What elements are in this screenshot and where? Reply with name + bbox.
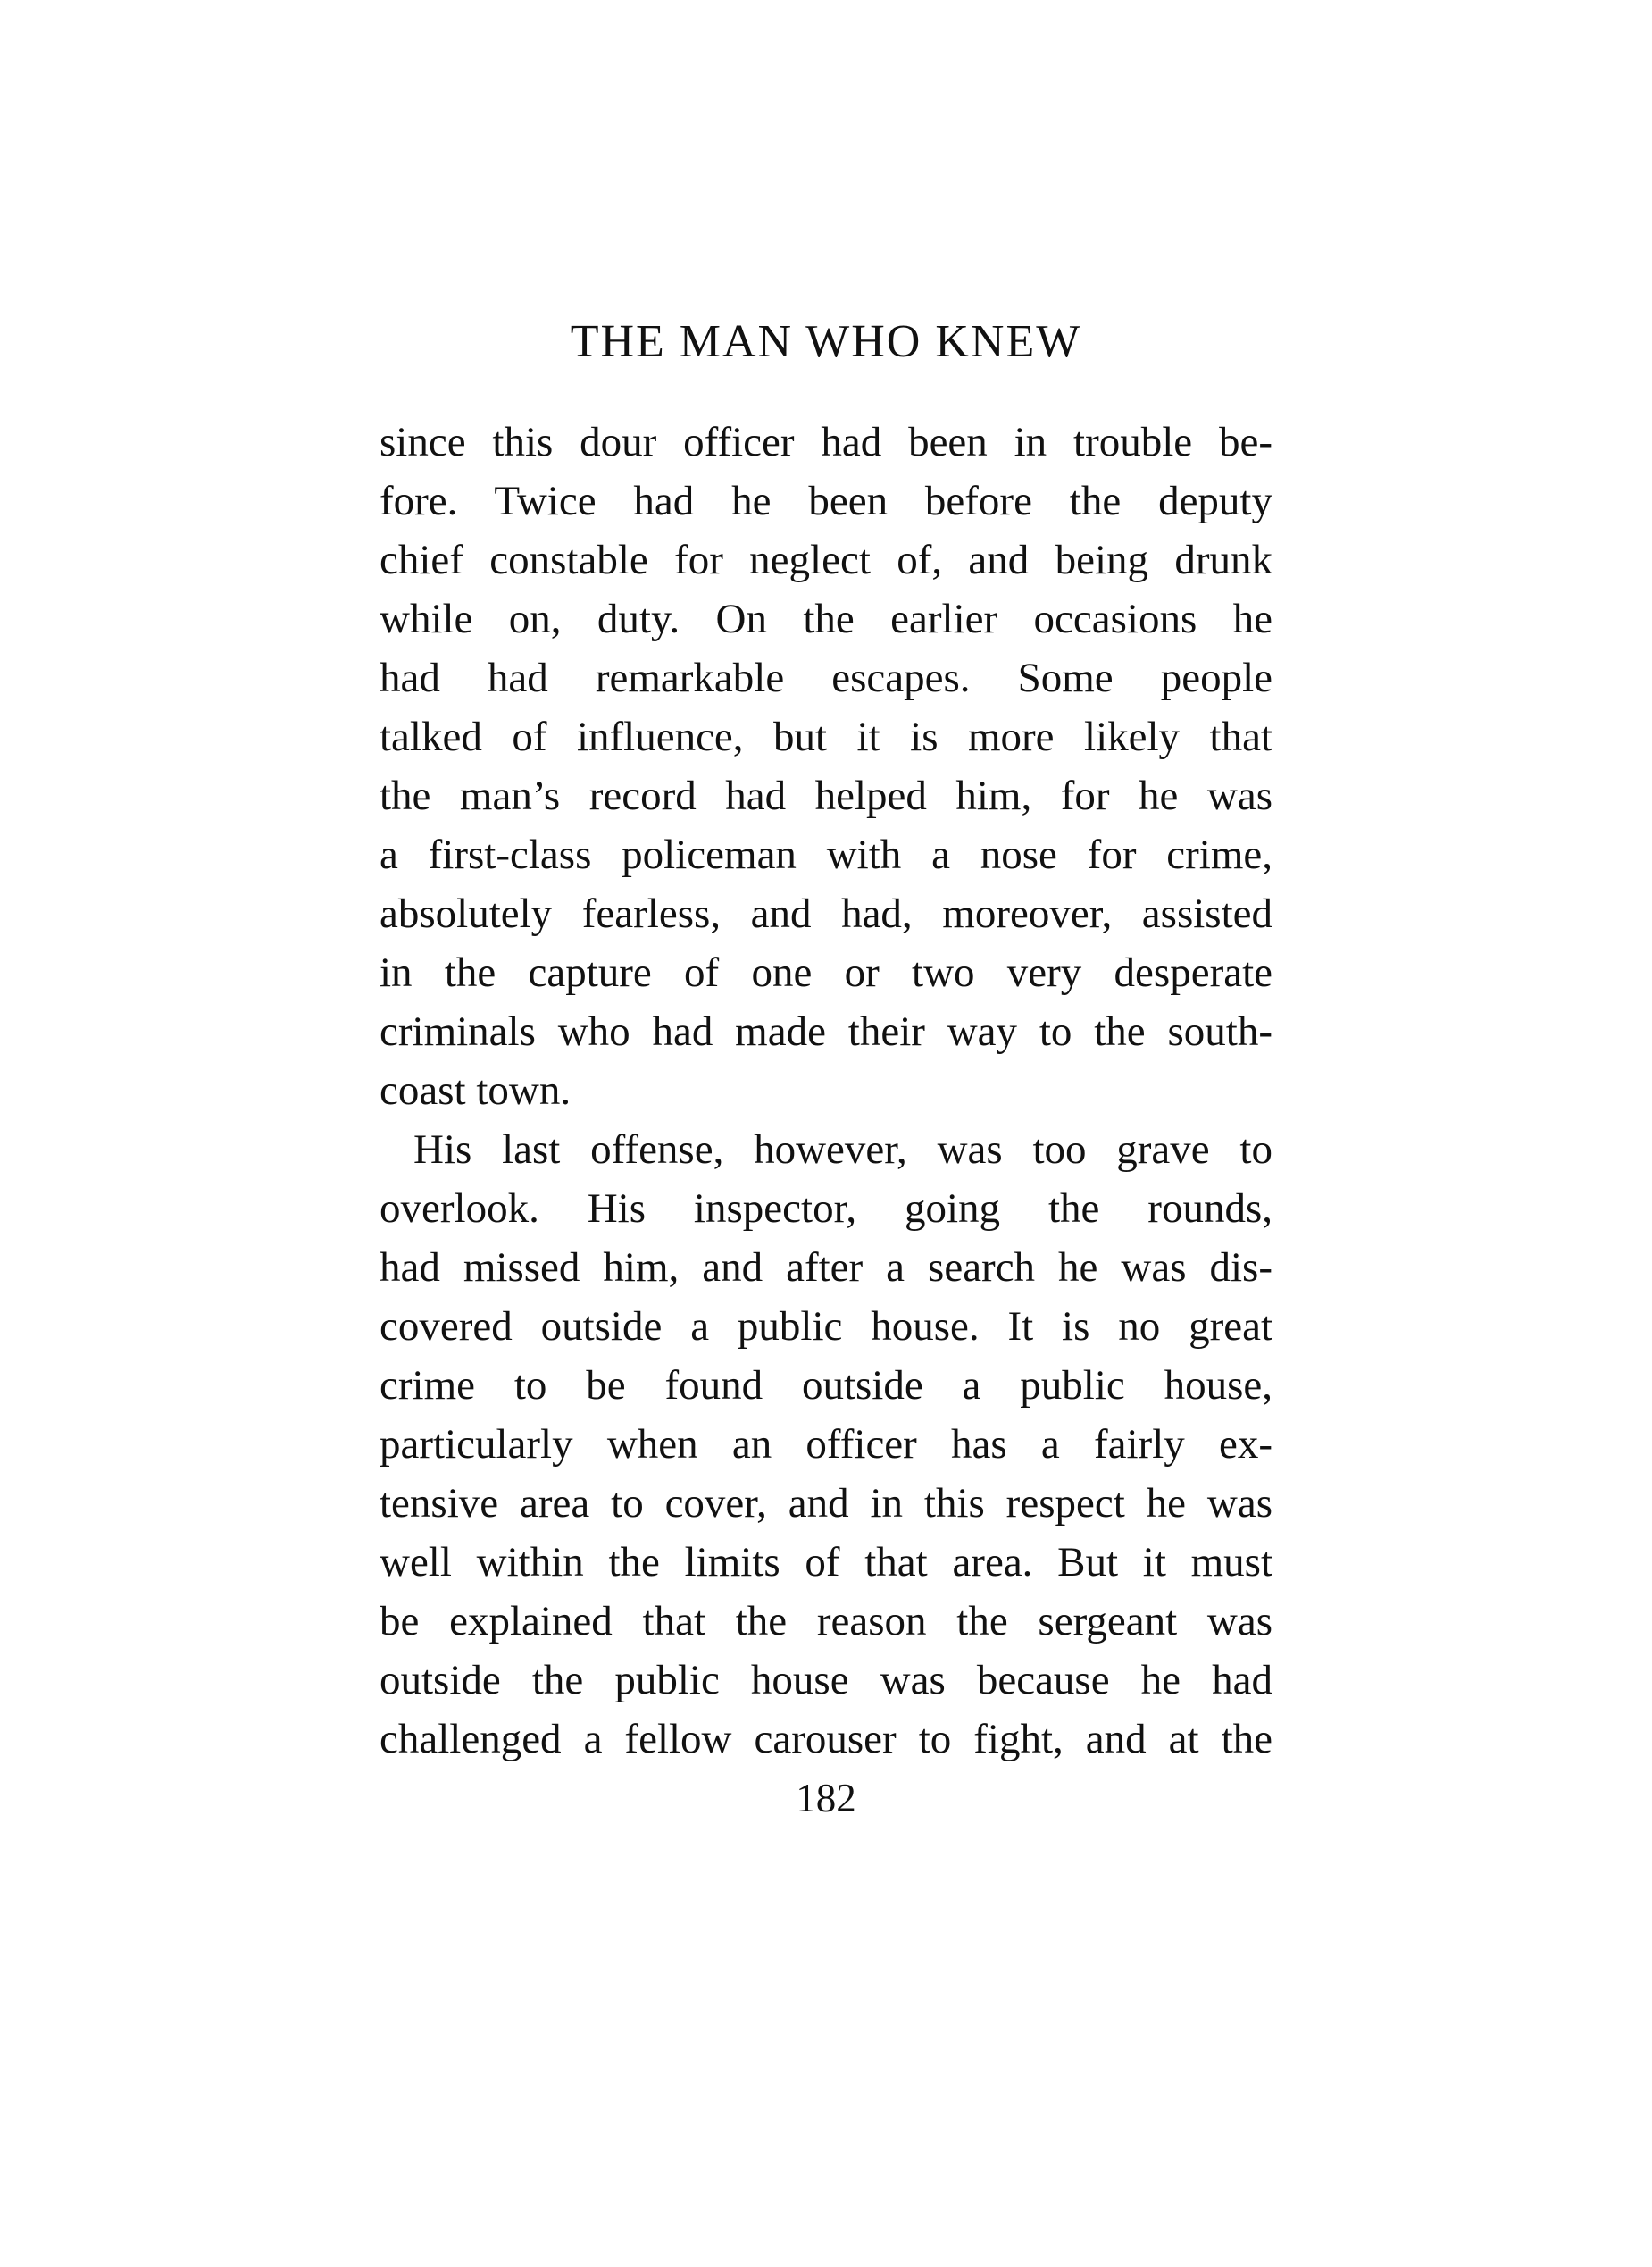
page-number: 182: [796, 1776, 856, 1820]
text-line: fore. Twice had he been before the deputy: [380, 478, 1272, 524]
text-line: chief constable for neglect of, and being drunk: [380, 537, 1272, 583]
text-line: covered outside a public house. It is no great: [380, 1303, 1272, 1350]
text-line: while on, duty. On the earlier occasions he: [380, 596, 1272, 642]
text-line: crime to be found outside a public house,: [380, 1362, 1272, 1409]
text-line: since this dour officer had been in trouble be-: [380, 419, 1272, 465]
text-line: coast town.: [380, 1067, 572, 1114]
text-line: overlook. His inspector, going the rounds,: [380, 1185, 1272, 1232]
running-head: THE MAN WHO KNEW: [570, 316, 1082, 367]
text-line: talked of influence, but it is more likely that: [380, 714, 1272, 760]
text-line: a first-class policeman with a nose for crime,: [380, 832, 1272, 878]
text-line: had had remarkable escapes. Some people: [380, 655, 1272, 701]
text-line: absolutely fearless, and had, moreover, assisted: [380, 891, 1272, 937]
text-line: His last offense, however, was too grave to: [413, 1126, 1272, 1173]
text-line: well within the limits of that area. But it must: [380, 1539, 1272, 1585]
text-line: challenged a fellow carouser to fight, and at the: [380, 1716, 1272, 1762]
text-line: criminals who had made their way to the south-: [380, 1008, 1272, 1055]
text-line: be explained that the reason the sergeant was: [380, 1598, 1272, 1644]
text-line: particularly when an officer has a fairly ex-: [380, 1421, 1272, 1468]
text-line: in the capture of one or two very desperate: [380, 949, 1272, 996]
text-line: tensive area to cover, and in this respect he was: [380, 1480, 1272, 1527]
text-line: outside the public house was because he had: [380, 1657, 1272, 1703]
text-line: the man’s record had helped him, for he was: [380, 773, 1272, 819]
text-line: had missed him, and after a search he was dis-: [380, 1244, 1272, 1291]
